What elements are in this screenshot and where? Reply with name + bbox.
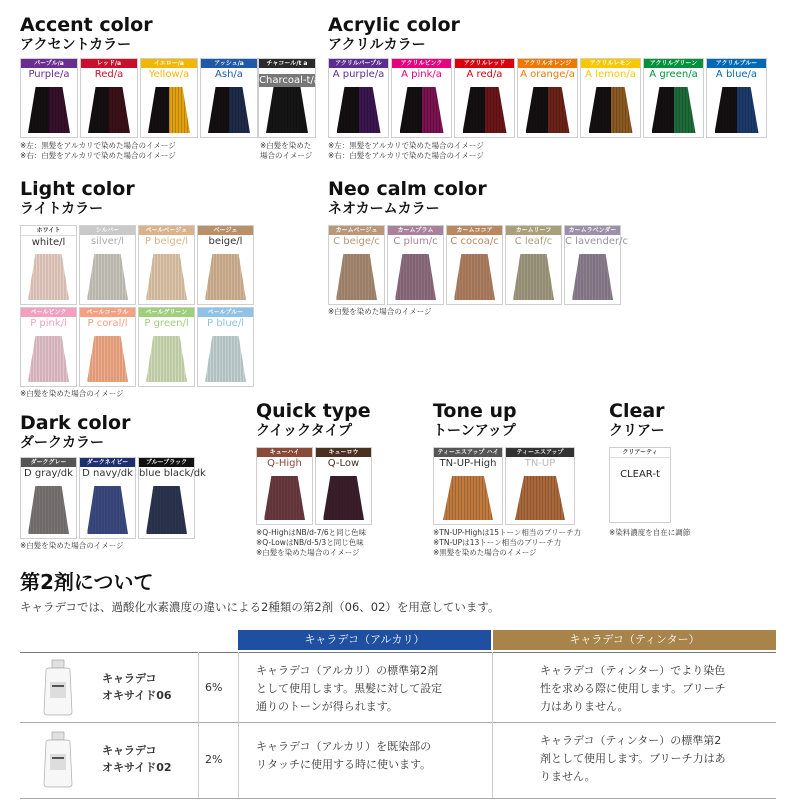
hair-swatch-image xyxy=(336,254,377,300)
oxide06-alkali-3: 通りのトーンが得られます。 xyxy=(256,700,398,713)
swatch-label: A green/a xyxy=(649,69,698,80)
accent-swatch-row xyxy=(20,58,258,138)
acrylic-section xyxy=(328,14,460,54)
dark-card xyxy=(79,457,136,539)
hair-swatch-image xyxy=(443,476,493,520)
swatch-name-bar: キューハイ xyxy=(257,448,312,457)
dark-note: ※白髪を染めた場合のイメージ xyxy=(20,541,124,550)
quick-card xyxy=(256,447,313,525)
oxide02-percent: 2% xyxy=(205,753,223,766)
oxide02-name-2: オキサイド02 xyxy=(102,761,172,774)
dark-card xyxy=(20,457,77,539)
swatch-label: P pink/l xyxy=(30,318,67,329)
accent-title: Accent color xyxy=(20,14,153,36)
dark-subtitle: ダークカラー xyxy=(20,435,104,451)
swatch-name-bar: シルバー xyxy=(80,226,135,235)
hair-swatch-image xyxy=(589,87,633,133)
oxide06-name-2: オキサイド06 xyxy=(102,689,172,702)
light-swatch-row-1 xyxy=(20,225,254,305)
oxide02-alkali-2: リタッチに使用する時に使います。 xyxy=(256,758,432,771)
swatch-label: beige/l xyxy=(208,236,243,247)
accent-note-1: ※左：黒髪をアルカリで染めた場合のイメージ xyxy=(20,141,176,150)
swatch-label: C lavender/c xyxy=(565,236,628,247)
neocalm-card xyxy=(446,225,503,305)
oxide06-bottle-image xyxy=(38,660,78,712)
light-card xyxy=(20,307,77,387)
light-card xyxy=(138,307,195,387)
agent2-col-alkali: キャラデコ（アルカリ） xyxy=(238,630,491,650)
accent-card xyxy=(140,58,198,138)
hair-swatch-image xyxy=(87,336,128,382)
swatch-label: silver/l xyxy=(90,236,125,247)
swatch-name-bar: カームココア xyxy=(447,226,502,235)
swatch-label: C leaf/c xyxy=(514,236,553,247)
swatch-label: D navy/dk xyxy=(82,468,133,479)
light-section xyxy=(20,178,135,218)
oxide02-tinter-3: りません。 xyxy=(540,770,596,783)
swatch-label: P green/l xyxy=(144,318,189,329)
clear-title: Clear xyxy=(609,400,665,422)
hair-swatch-image xyxy=(28,336,69,382)
hair-swatch-image xyxy=(652,87,696,133)
hair-swatch-image xyxy=(572,254,613,300)
swatch-label: P blue/l xyxy=(207,318,244,329)
swatch-name-bar: ホワイト xyxy=(21,226,76,236)
swatch-label: A pink/a xyxy=(401,69,442,80)
acrylic-card xyxy=(517,58,578,138)
hair-swatch-image xyxy=(146,336,187,382)
light-swatch-row-2 xyxy=(20,307,254,387)
hair-swatch-image xyxy=(28,87,70,133)
acrylic-note-1: ※左：黒髪をアルカリで染めた場合のイメージ xyxy=(328,141,484,150)
neocalm-title: Neo calm color xyxy=(328,178,487,200)
light-card xyxy=(20,225,77,305)
swatch-label: Charcoal-t/a xyxy=(259,75,320,86)
acrylic-subtitle: アクリルカラー xyxy=(328,37,426,53)
clear-card-label: CLEAR-t xyxy=(620,469,660,480)
quick-note-3: ※白髪を染めた場合のイメージ xyxy=(256,548,360,557)
agent2-col-divider-2 xyxy=(238,652,239,798)
dark-card xyxy=(138,457,206,539)
oxide02-tinter-2: 剤として使用します。ブリーチ力はあ xyxy=(540,752,726,765)
oxide06-tinter-3: 力はありません。 xyxy=(540,700,629,713)
acrylic-card xyxy=(643,58,704,138)
swatch-name-bar: アクリルブルー xyxy=(707,59,766,68)
accent-card xyxy=(200,58,258,138)
swatch-name-bar: ペールコーラル xyxy=(80,308,135,317)
toneup-note-2: ※TN-UPは13トーン相当のブリーチ力 xyxy=(433,538,562,547)
acrylic-card xyxy=(580,58,641,138)
swatch-name-bar: カームリーフ xyxy=(506,226,561,235)
light-card xyxy=(197,307,254,387)
hair-swatch-image xyxy=(28,486,69,534)
light-card xyxy=(79,225,136,305)
swatch-name-bar: カームラベンダー xyxy=(565,226,620,235)
hair-swatch-image xyxy=(715,87,759,133)
oxide06-alkali-1: キャラデコ（アルカリ）の標準第2剤 xyxy=(256,664,439,677)
toneup-subtitle: トーンアップ xyxy=(433,423,516,439)
toneup-card xyxy=(433,447,503,525)
acrylic-card xyxy=(454,58,515,138)
hair-swatch-image xyxy=(208,87,250,133)
hair-swatch-image xyxy=(266,87,308,133)
charcoal-card xyxy=(258,58,320,138)
swatch-label: Purple/a xyxy=(28,69,70,80)
swatch-name-bar: ペールピンク xyxy=(21,308,76,317)
swatch-label: Q-Low xyxy=(327,458,360,469)
agent2-row-divider-bottom xyxy=(20,798,776,799)
swatch-name-bar: ベージュ xyxy=(198,226,253,235)
quick-title: Quick type xyxy=(256,400,371,422)
swatch-name-bar: カームプラム xyxy=(388,226,443,235)
neocalm-note: ※白髪を染めた場合のイメージ xyxy=(328,307,432,316)
swatch-label: Q-High xyxy=(267,458,302,469)
light-note: ※白髪を染めた場合のイメージ xyxy=(20,389,124,398)
quick-card xyxy=(315,447,372,525)
hair-swatch-image xyxy=(463,87,507,133)
swatch-name-bar: アクリルピンク xyxy=(392,59,451,68)
clear-subtitle: クリアー xyxy=(609,423,665,439)
accent-subtitle: アクセントカラー xyxy=(20,37,132,53)
neocalm-swatch-row xyxy=(328,225,628,305)
swatch-name-bar: ティーエスアップ xyxy=(506,448,574,457)
light-card xyxy=(197,225,254,305)
oxide02-alkali-1: キャラデコ（アルカリ）を既染部の xyxy=(256,740,432,753)
agent2-col-divider-3 xyxy=(492,652,493,798)
agent2-heading: 第2剤について xyxy=(20,570,154,594)
hair-swatch-image xyxy=(87,254,128,300)
swatch-name-bar: ティーエスアップ ハイ xyxy=(434,448,502,457)
swatch-name-bar: アクリルグリーン xyxy=(644,59,703,68)
oxide06-percent: 6% xyxy=(205,681,223,694)
dark-swatch-row xyxy=(20,457,206,539)
neocalm-card xyxy=(505,225,562,305)
neocalm-card xyxy=(328,225,385,305)
swatch-name-bar: アクリルレッド xyxy=(455,59,514,68)
light-subtitle: ライトカラー xyxy=(20,201,104,217)
agent2-intro: キャラデコでは、過酸化水素濃度の違いによる2種類の第2剤（06、02）を用意しています。 xyxy=(20,600,500,614)
clear-card xyxy=(609,447,671,523)
acrylic-swatch-row xyxy=(328,58,767,138)
toneup-section xyxy=(433,400,517,440)
light-card xyxy=(138,225,195,305)
swatch-label: A lemon/a xyxy=(585,69,636,80)
swatch-label: white/l xyxy=(31,237,66,248)
acrylic-card xyxy=(391,58,452,138)
swatch-name-bar: ペールグリーン xyxy=(139,308,194,317)
accent-note-2: ※右：白髪をアルカリで染めた場合のイメージ xyxy=(20,151,176,160)
toneup-title: Tone up xyxy=(433,400,517,422)
charcoal-note-2: 場合のイメージ xyxy=(260,151,313,160)
swatch-label: A orange/a xyxy=(520,69,575,80)
acrylic-title: Acrylic color xyxy=(328,14,460,36)
hair-swatch-image xyxy=(513,254,554,300)
hair-swatch-image xyxy=(205,254,246,300)
charcoal-swatch xyxy=(258,58,320,138)
oxide06-tinter-2: 性を求める際に使用します。ブリーチ xyxy=(540,682,726,695)
swatch-name-bar: ペールベージュ xyxy=(139,226,194,235)
neocalm-subtitle: ネオカームカラー xyxy=(328,201,440,217)
clear-section xyxy=(609,400,665,440)
swatch-name-bar: ダークネイビー xyxy=(80,458,135,467)
hair-swatch-image xyxy=(28,254,69,300)
swatch-name-bar: アッシュ/a xyxy=(201,59,257,68)
swatch-label: TN-UP xyxy=(524,458,556,469)
accent-card xyxy=(20,58,78,138)
swatch-label: C plum/c xyxy=(393,236,438,247)
oxide02-bottle-image xyxy=(38,732,78,784)
agent2-row-divider-top xyxy=(20,652,776,653)
hair-swatch-image xyxy=(88,87,130,133)
toneup-note-1: ※TN-UP-Highは15トーン相当のブリーチ力 xyxy=(433,528,582,537)
hair-swatch-image xyxy=(526,87,570,133)
hair-swatch-image xyxy=(205,336,246,382)
acrylic-card xyxy=(706,58,767,138)
hair-swatch-image xyxy=(400,87,444,133)
agent2-col-divider-1 xyxy=(198,652,199,798)
swatch-label: A red/a xyxy=(466,69,503,80)
swatch-label: A purple/a xyxy=(332,69,385,80)
clear-note: ※染料濃度を自在に調節 xyxy=(609,528,691,537)
hair-swatch-image xyxy=(148,87,190,133)
dark-title: Dark color xyxy=(20,412,131,434)
swatch-label: D gray/dk xyxy=(24,468,73,479)
oxide06-tinter-1: キャラデコ（ティンター）でより染色 xyxy=(540,664,726,677)
swatch-name-bar: アクリルレモン xyxy=(581,59,640,68)
quick-subtitle: クイックタイプ xyxy=(256,423,353,439)
toneup-swatch-row xyxy=(433,447,575,525)
oxide06-name-1: キャラデコ xyxy=(102,672,157,685)
neocalm-card xyxy=(387,225,444,305)
swatch-name-bar: カームベージュ xyxy=(329,226,384,235)
clear-card-bar: クリアーティ xyxy=(610,448,670,458)
swatch-label: Yellow/a xyxy=(148,69,190,80)
oxide02-tinter-1: キャラデコ（ティンター）の標準第2 xyxy=(540,734,722,747)
swatch-label: Ash/a xyxy=(215,69,243,80)
swatch-label: C beige/c xyxy=(333,236,380,247)
quick-section xyxy=(256,400,371,440)
quick-note-1: ※Q-HighはNB/d-7/6と同じ色味 xyxy=(256,528,367,537)
swatch-name-bar: パープル/a xyxy=(21,59,77,68)
hair-swatch-image xyxy=(146,486,187,534)
hair-swatch-image xyxy=(146,254,187,300)
hair-swatch-image xyxy=(395,254,436,300)
hair-swatch-image xyxy=(515,476,565,520)
agent2-row-divider-mid xyxy=(20,722,776,723)
light-card xyxy=(79,307,136,387)
toneup-card xyxy=(505,447,575,525)
hair-swatch-image xyxy=(264,476,305,520)
acrylic-card xyxy=(328,58,389,138)
hair-swatch-image xyxy=(454,254,495,300)
swatch-name-bar: アクリルオレンジ xyxy=(518,59,577,68)
toneup-note-3: ※黒髪を染めた場合のイメージ xyxy=(433,548,537,557)
neocalm-section xyxy=(328,178,487,218)
agent2-col-tinter: キャラデコ（ティンター） xyxy=(493,630,776,650)
swatch-name-bar: キューロウ xyxy=(316,448,371,457)
quick-note-2: ※Q-LowはNB/d-5/3と同じ色味 xyxy=(256,538,364,547)
swatch-name-bar: アクリルパープル xyxy=(329,59,388,68)
light-title: Light color xyxy=(20,178,135,200)
swatch-label: TN-UP-High xyxy=(439,458,497,469)
swatch-name-bar: レッド/a xyxy=(81,59,137,68)
swatch-label: Red/a xyxy=(94,69,124,80)
neocalm-card xyxy=(564,225,628,305)
hair-swatch-image xyxy=(337,87,381,133)
charcoal-note-1: ※白髪を染めた xyxy=(260,141,312,150)
swatch-name-bar: ダークグレー xyxy=(21,458,76,467)
hair-swatch-image xyxy=(323,476,364,520)
swatch-label: blue black/dk xyxy=(139,468,206,479)
swatch-label: P beige/l xyxy=(144,236,189,247)
swatch-label: C cocoa/c xyxy=(450,236,499,247)
accent-section xyxy=(20,14,153,54)
dark-section xyxy=(20,412,130,452)
oxide02-name-1: キャラデコ xyxy=(102,744,157,757)
oxide06-alkali-2: として使用します。黒髪に対して設定 xyxy=(256,682,443,695)
swatch-name-bar: チャコール/t a xyxy=(259,59,315,68)
swatch-label: P coral/l xyxy=(87,318,128,329)
quick-swatch-row xyxy=(256,447,372,525)
swatch-label: A blue/a xyxy=(715,69,758,80)
swatch-name-bar: ブルーブラック xyxy=(139,458,194,467)
hair-swatch-image xyxy=(87,486,128,534)
swatch-name-bar: イエロー/a xyxy=(141,59,197,68)
swatch-name-bar: ペールブルー xyxy=(198,308,253,317)
accent-card xyxy=(80,58,138,138)
acrylic-note-2: ※右：白髪をアルカリで染めた場合のイメージ xyxy=(328,151,484,160)
